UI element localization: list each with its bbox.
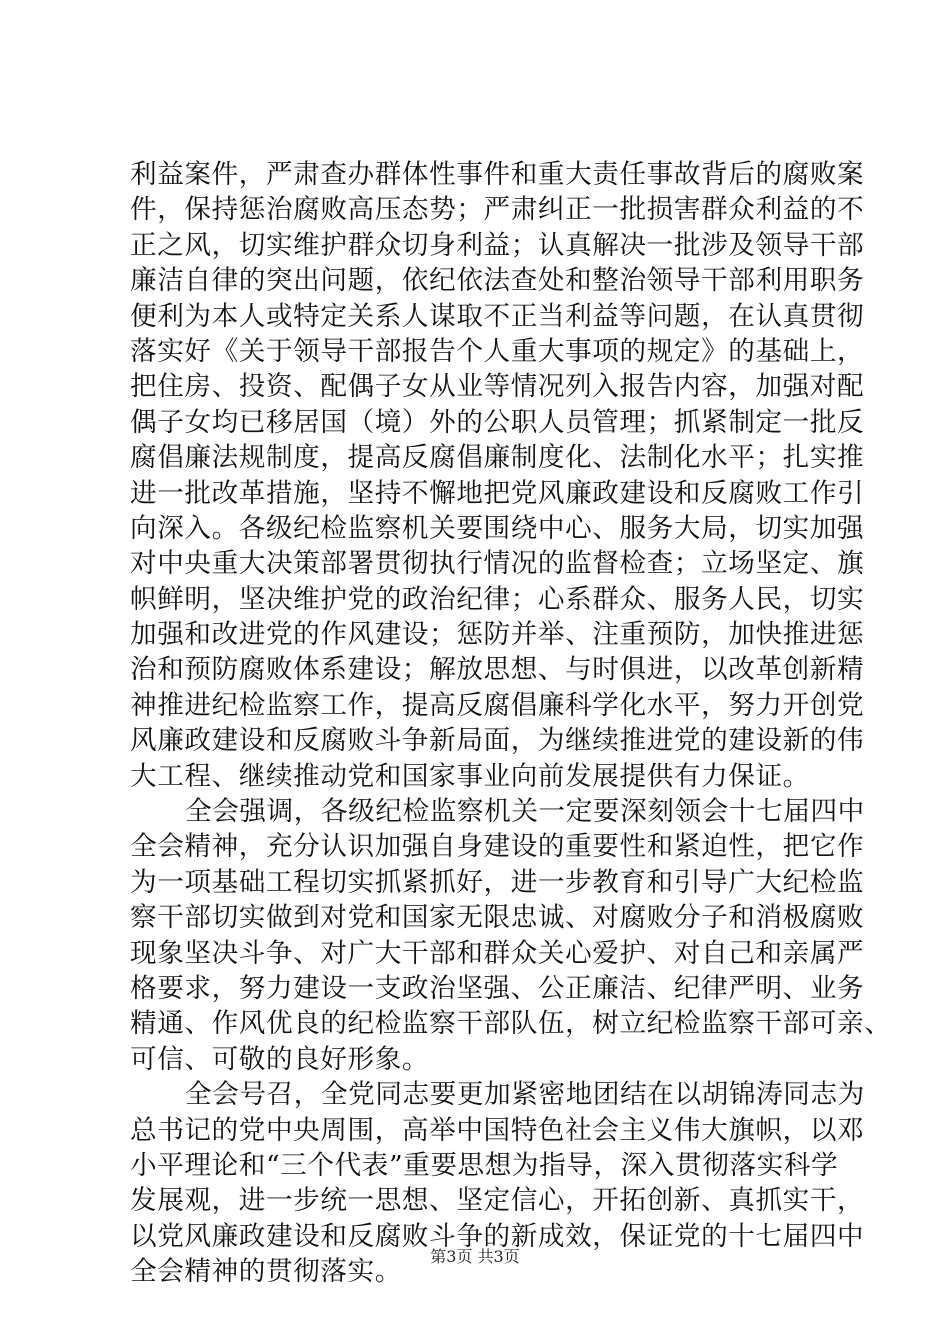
- text-line: 发展观，进一步统一思想、坚定信心，开拓创新、真抓实干，: [130, 1185, 865, 1217]
- text-line: 可信、可敬的良好形象。: [130, 1043, 430, 1075]
- paragraph-2: [130, 794, 892, 1077]
- page-number-label: 第3页 共3页: [430, 1247, 520, 1266]
- paragraph-1: [130, 157, 865, 794]
- text-line: 神推进纪检监察工作，提高反腐倡廉科学化水平，努力开创党: [130, 689, 865, 721]
- text-line: 把住房、投资、配偶子女从业等情况列入报告内容，加强对配: [130, 371, 865, 403]
- text-line: 为一项基础工程切实抓紧抓好，进一步教育和引导广大纪检监: [130, 866, 865, 898]
- page-footer: [0, 1247, 950, 1267]
- text-line: 偶子女均已移居国（境）外的公职人员管理；抓紧制定一批反: [130, 406, 865, 438]
- text-line: 大工程、继续推动党和国家事业向前发展提供有力保证。: [130, 760, 810, 792]
- text-line: 全会精神，充分认识加强自身建设的重要性和紧迫性，把它作: [130, 831, 865, 863]
- text-line: 精通、作风优良的纪检监察干部队伍，树立纪检监察干部可亲、: [130, 1008, 892, 1040]
- text-line: 格要求，努力建设一支政治坚强、公正廉洁、纪律严明、业务: [130, 972, 865, 1004]
- text-line: 向深入。各级纪检监察机关要围绕中心、服务大局，切实加强: [130, 512, 865, 544]
- text-line: 进一批改革措施，坚持不懈地把党风廉政建设和反腐败工作引: [130, 477, 865, 509]
- text-line: 加强和改进党的作风建设；惩防并举、注重预防，加快推进惩: [130, 619, 865, 651]
- text-line: 以党风廉政建设和反腐败斗争的新成效，保证党的十七届四中: [130, 1220, 865, 1252]
- text-line: 利益案件，严肃查办群体性事件和重大责任事故背后的腐败案: [130, 159, 865, 190]
- text-line: 风廉政建设和反腐败斗争新局面，为继续推进党的建设新的伟: [130, 725, 865, 757]
- text-line: 现象坚决斗争、对广大干部和群众关心爱护、对自己和亲属严: [130, 937, 865, 969]
- text-line: 全会精神的贯彻落实。: [130, 1256, 402, 1288]
- text-line: 全会强调，各级纪检监察机关一定要深刻领会十七届四中: [185, 796, 865, 828]
- text-line: 治和预防腐败体系建设；解放思想、与时俱进，以改革创新精: [130, 654, 865, 686]
- text-line: 全会号召，全党同志要更加紧密地团结在以胡锦涛同志为: [185, 1079, 865, 1111]
- text-line: 察干部切实做到对党和国家无限忠诚、对腐败分子和消极腐败: [130, 902, 865, 934]
- text-line: 便利为本人或特定关系人谋取不正当利益等问题，在认真贯彻: [130, 300, 865, 332]
- text-line: 落实好《关于领导干部报告个人重大事项的规定》的基础上，: [130, 335, 865, 367]
- text-line: 总书记的党中央周围，高举中国特色社会主义伟大旗帜，以邓: [130, 1114, 865, 1146]
- text-line: 小平理论和“三个代表”重要思想为指导，深入贯彻落实科学: [130, 1149, 839, 1181]
- text-line: 件，保持惩治腐败高压态势；严肃纠正一批损害群众利益的不: [130, 194, 865, 226]
- text-line: 帜鲜明，坚决维护党的政治纪律；心系群众、服务人民，切实: [130, 583, 865, 615]
- text-line: 正之风，切实维护群众切身利益；认真解决一批涉及领导干部: [130, 229, 865, 261]
- body-text: [130, 157, 892, 1290]
- text-line: 腐倡廉法规制度，提高反腐倡廉制度化、法制化水平；扎实推: [130, 442, 865, 474]
- text-line: 廉洁自律的突出问题，依纪依法查处和整治领导干部利用职务: [130, 265, 865, 297]
- text-line: 对中央重大决策部署贯彻执行情况的监督检查；立场坚定、旗: [130, 548, 865, 580]
